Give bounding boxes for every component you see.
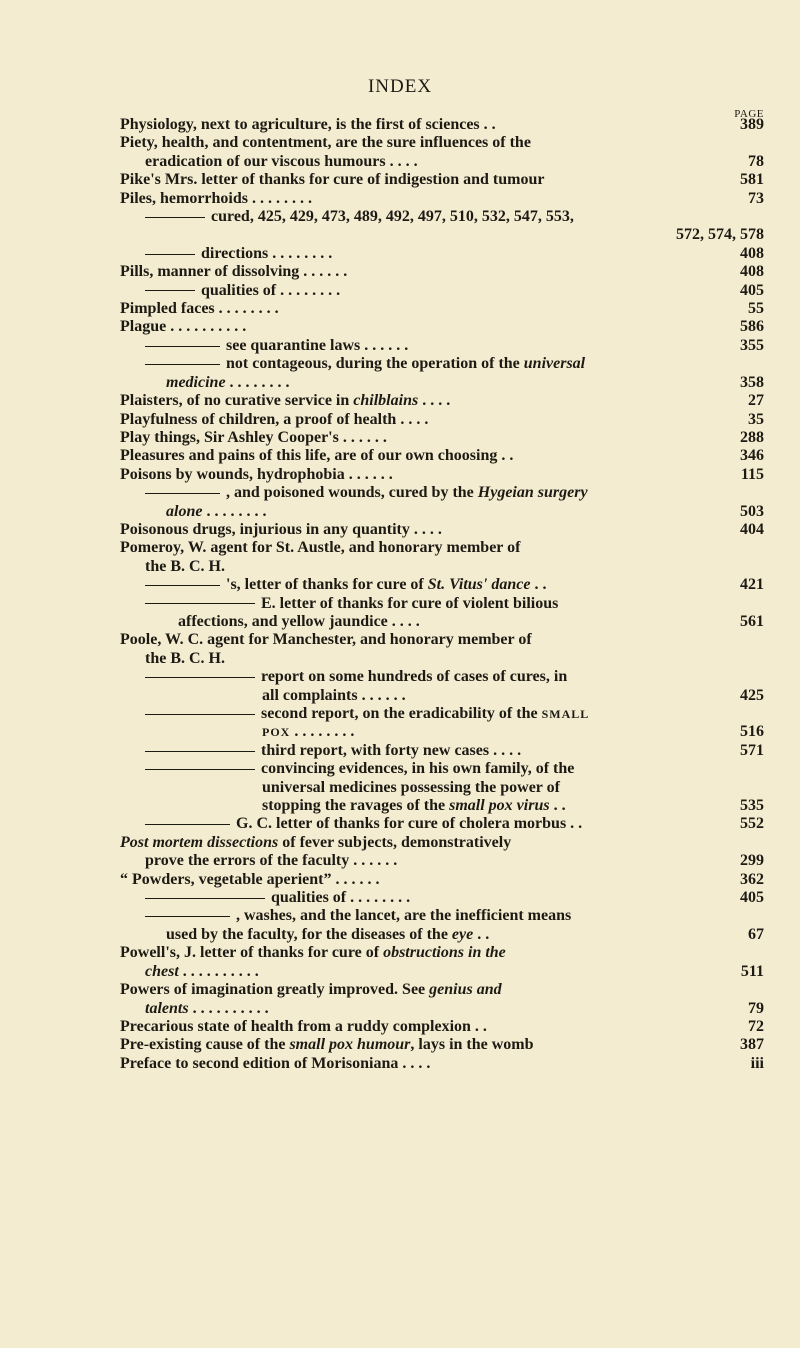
entry-text: . . (530, 576, 547, 594)
index-subentry (120, 576, 764, 594)
index-entry-continuation (120, 852, 764, 870)
entry-italic-text: small pox humour (289, 1036, 411, 1054)
entry-text: Pimpled faces . . . . . . . . (120, 300, 279, 318)
page-number: 408 (740, 244, 764, 262)
index-entry-continuation (120, 226, 764, 244)
page-number: 404 (740, 520, 764, 538)
page-column-label: PAGE (734, 108, 764, 120)
index-entry (120, 981, 764, 999)
entry-text: Pleasures and pains of this life, are of our own choosing . . (120, 447, 514, 465)
index-subentry (120, 760, 764, 778)
entry-text: , lays in the womb (410, 1036, 534, 1054)
page-number: iii (750, 1054, 764, 1072)
entry-text: Pomeroy, W. agent for St. Austle, and honorary member of (120, 539, 521, 557)
index-subentry (120, 815, 764, 833)
page-number: 405 (740, 889, 764, 907)
entry-text: universal medicines possessing the power of (262, 778, 560, 796)
index-subentry (120, 355, 764, 373)
index-entry-continuation (120, 650, 764, 668)
page-number: 73 (748, 189, 764, 207)
index-entry-continuation (120, 963, 764, 981)
ditto-dash (145, 493, 220, 494)
ditto-dash (145, 824, 230, 825)
page-number: 425 (740, 686, 764, 704)
index-subentry (120, 208, 764, 226)
entry-text: Physiology, next to agriculture, is the first of sciences . . (120, 116, 496, 133)
index-subentry (120, 889, 764, 907)
index-entries (120, 116, 764, 1073)
index-entry (120, 171, 764, 189)
entry-text: Pike's Mrs. letter of thanks for cure of indigestion and tumour (120, 171, 545, 189)
index-entry (120, 429, 764, 447)
index-subentry (120, 282, 764, 300)
entry-text: Piety, health, and contentment, are the sure influences of the (120, 134, 531, 152)
entry-italic-text: chest (145, 962, 179, 980)
index-entry-continuation (120, 687, 764, 705)
ditto-dash (145, 677, 255, 678)
entry-text: Poisons by wounds, hydrophobia . . . . . . (120, 465, 393, 483)
entry-text: E. letter of thanks for cure of violent bilious (261, 594, 559, 612)
page-number: 288 (740, 428, 764, 446)
page-number: 503 (740, 502, 764, 520)
index-entry (120, 318, 764, 336)
entry-italic-text: genius and (429, 981, 502, 999)
page-number: 35 (748, 410, 764, 428)
ditto-dash (145, 751, 255, 752)
entry-text: qualities of . . . . . . . . (201, 281, 341, 299)
page-number: 67 (748, 925, 764, 943)
page-number: 55 (748, 300, 764, 318)
page-number: 552 (740, 815, 764, 833)
page-number: 72 (748, 1017, 764, 1035)
page-number: 79 (748, 999, 764, 1017)
entry-text: stopping the ravages of the (262, 797, 450, 815)
entry-italic-text: chilblains (353, 392, 419, 410)
index-subentry (120, 337, 764, 355)
entry-italic-text: eye (451, 925, 474, 943)
entry-text: not contageous, during the operation of the (226, 355, 524, 373)
page-number: 362 (740, 870, 764, 888)
entry-text: . . (549, 797, 566, 815)
entry-italic-text: Hygeian surgery (477, 484, 588, 502)
entry-text: prove the errors of the faculty . . . . . . (145, 852, 398, 870)
entry-text: . . . . (418, 392, 451, 410)
page-number: 586 (740, 318, 764, 336)
entry-text: . . . . . . . . (290, 723, 355, 741)
index-entry (120, 1055, 764, 1073)
index-entry (120, 134, 764, 152)
entry-text: Piles, hemorrhoids . . . . . . . . (120, 189, 312, 207)
entry-text: third report, with forty new cases . . . . (261, 741, 522, 759)
page-number: 299 (740, 852, 764, 870)
ditto-dash (145, 603, 255, 604)
entry-text: used by the faculty, for the diseases of the (166, 925, 452, 943)
page-number: 115 (740, 465, 764, 483)
page-number: 355 (740, 336, 764, 354)
index-entry (120, 116, 764, 134)
entry-text: directions . . . . . . . . (201, 244, 333, 262)
entry-text: Poole, W. C. agent for Manchester, and honorary member of (120, 631, 532, 649)
index-entry-continuation (120, 926, 764, 944)
entry-italic-text: alone (166, 502, 203, 520)
page-number: 358 (740, 373, 764, 391)
ditto-dash (145, 714, 255, 715)
entry-text: G. C. letter of thanks for cure of cholera morbus . . (236, 815, 583, 833)
entry-italic-text: obstructions in the (383, 944, 506, 962)
entry-text: Playfulness of children, a proof of health . . . . (120, 410, 429, 428)
index-subentry (120, 705, 764, 723)
entry-text: . . . . . . . . . . (178, 962, 259, 980)
entry-text: , washes, and the lancet, are the inefficient means (236, 907, 572, 925)
index-entry (120, 521, 764, 539)
entry-italic-text: Post mortem dissections (120, 833, 279, 851)
index-entry-continuation (120, 1000, 764, 1018)
entry-text: Precarious state of health from a ruddy complexion . . (120, 1017, 487, 1035)
page-number: 405 (740, 281, 764, 299)
entry-text: Pills, manner of dissolving . . . . . . (120, 263, 348, 281)
index-entry (120, 466, 764, 484)
ditto-dash (145, 217, 205, 218)
entry-text: all complaints . . . . . . (262, 686, 406, 704)
page-title: INDEX (367, 76, 433, 97)
index-entry (120, 539, 764, 557)
index-entry-continuation (120, 558, 764, 576)
ditto-dash (145, 364, 220, 365)
entry-text: report on some hundreds of cases of cures, in (261, 668, 568, 686)
index-entry (120, 447, 764, 465)
index-subentry (120, 245, 764, 263)
entry-text: Play things, Sir Ashley Cooper's . . . . . . (120, 428, 387, 446)
page-number: 421 (740, 576, 764, 594)
ditto-dash (145, 346, 220, 347)
entry-italic-text: universal (523, 355, 586, 373)
index-entry-continuation (120, 503, 764, 521)
entry-italic-text: medicine (166, 373, 226, 391)
entry-text: . . . . . . . . (202, 502, 267, 520)
index-entry-continuation (120, 613, 764, 631)
entry-text: Plague . . . . . . . . . . (120, 318, 247, 336)
entry-small-caps-text: POX (262, 725, 291, 740)
index-entry (120, 944, 764, 962)
index-entry-continuation (120, 779, 764, 797)
entry-text: the B. C. H. (145, 557, 225, 575)
page-number: 516 (740, 723, 764, 741)
entry-text: , and poisoned wounds, cured by the (226, 484, 478, 502)
page-number: 387 (740, 1036, 764, 1054)
ditto-dash (145, 916, 230, 917)
entry-text: cured, 425, 429, 473, 489, 492, 497, 510, 532, 547, 553, (211, 208, 574, 226)
ditto-dash (145, 769, 255, 770)
entry-text: second report, on the eradicability of the (261, 705, 542, 722)
entry-text: Preface to second edition of Morisoniana . . . . (120, 1054, 431, 1072)
ditto-dash (145, 254, 195, 255)
index-entry (120, 834, 764, 852)
entry-italic-text: talents (145, 999, 189, 1017)
ditto-dash (145, 290, 195, 291)
entry-text: affections, and yellow jaundice . . . . (178, 612, 420, 630)
index-entry-continuation (120, 797, 764, 815)
page-number: 78 (748, 152, 764, 170)
index-entry (120, 411, 764, 429)
entry-text: of fever subjects, demonstratively (278, 833, 512, 851)
index-entry (120, 263, 764, 281)
entry-text: see quarantine laws . . . . . . (226, 336, 409, 354)
ditto-dash (145, 898, 265, 899)
page-number: 561 (740, 612, 764, 630)
entry-text: Powell's, J. letter of thanks for cure of (120, 944, 384, 962)
page-number: 535 (740, 797, 764, 815)
index-entry (120, 1018, 764, 1036)
page-number: 581 (740, 171, 764, 189)
index-subentry (120, 668, 764, 686)
entry-text: Poisonous drugs, injurious in any quantity . . . . (120, 520, 442, 538)
entry-small-caps-text: SMALL (541, 707, 590, 721)
page-number: 346 (740, 447, 764, 465)
entry-text: . . . . . . . . (225, 373, 290, 391)
index-entry (120, 392, 764, 410)
entry-italic-text: St. Vitus' dance (427, 576, 531, 594)
entry-text: Powers of imagination greatly improved. See (120, 981, 430, 999)
index-entry (120, 631, 764, 649)
index-entry (120, 871, 764, 889)
index-subentry (120, 484, 764, 502)
entry-text: Plaisters, of no curative service in (120, 392, 354, 410)
index-entry (120, 190, 764, 208)
index-entry (120, 300, 764, 318)
index-entry-continuation (120, 153, 764, 171)
page-number: 511 (740, 962, 764, 980)
entry-text: . . . . . . . . . . (188, 999, 269, 1017)
index-subentry (120, 742, 764, 760)
index-subentry (120, 595, 764, 613)
index-entry-continuation (120, 723, 764, 741)
page-number: 389 (740, 116, 764, 133)
entry-text: the B. C. H. (145, 649, 225, 667)
entry-text: Pre-existing cause of the (120, 1036, 290, 1054)
entry-text: . . (473, 925, 490, 943)
entry-italic-text: small pox virus (449, 797, 550, 815)
index-subentry (120, 907, 764, 925)
index-entry (120, 1036, 764, 1054)
page-number: 27 (748, 392, 764, 410)
entry-text: qualities of . . . . . . . . (271, 889, 411, 907)
entry-text: 572, 574, 578 (676, 226, 764, 244)
entry-text: “ Powders, vegetable aperient” . . . . . . (120, 870, 380, 888)
index-entry-continuation (120, 374, 764, 392)
ditto-dash (145, 585, 220, 586)
entry-text: 's, letter of thanks for cure of (226, 576, 428, 594)
entry-text: convincing evidences, in his own family, of the (261, 760, 575, 778)
entry-text: eradication of our viscous humours . . . . (145, 152, 418, 170)
page-number: 571 (740, 741, 764, 759)
page-number: 408 (740, 263, 764, 281)
